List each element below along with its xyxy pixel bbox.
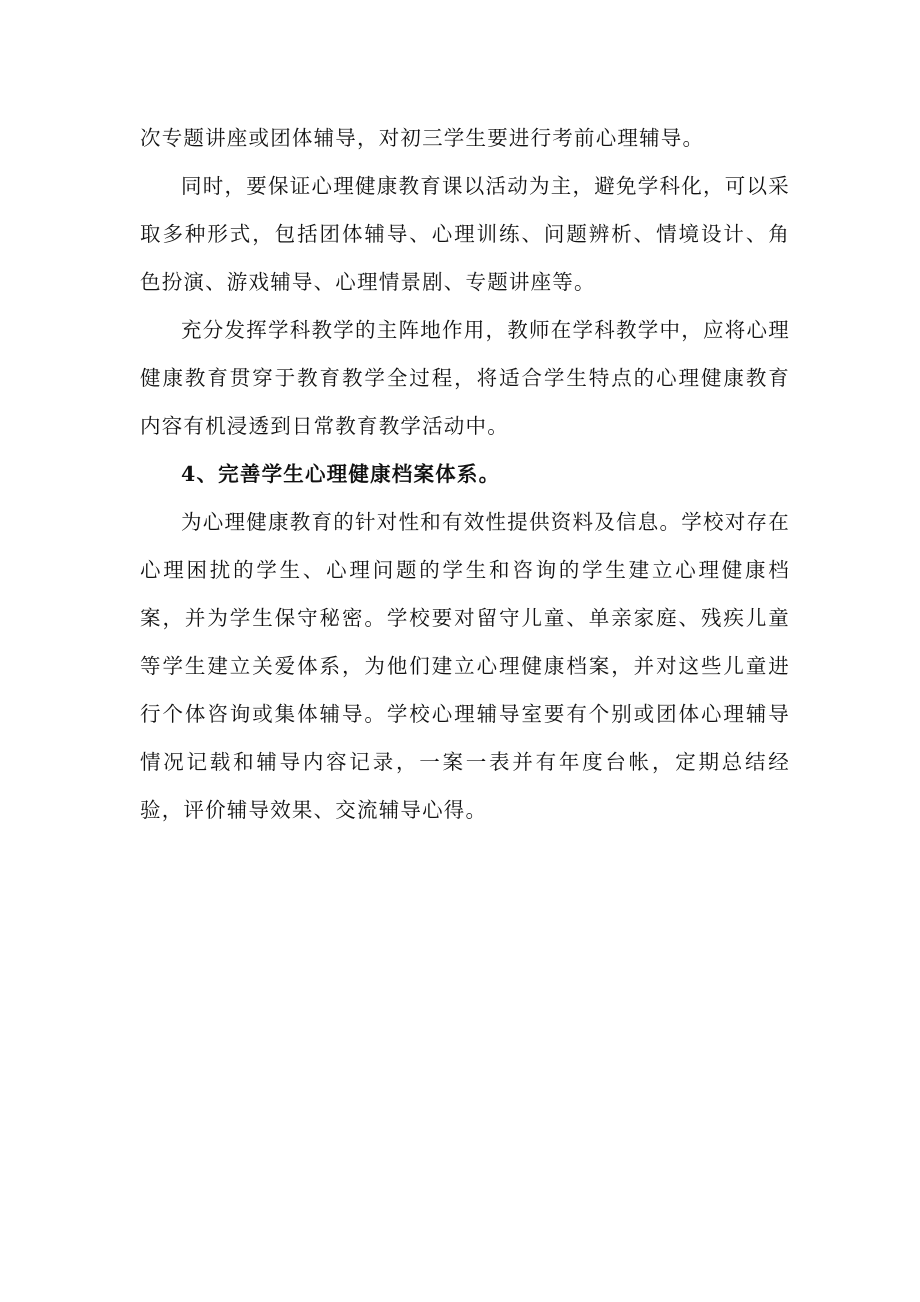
paragraph-subject-teaching: 充分发挥学科教学的主阵地作用，教师在学科教学中，应将心理健康教育贯穿于教育教学全过程，将适合学生特点的心理健康教育内容有机浸透到日常教育教学活动中。: [140, 318, 790, 438]
paragraph-activity-forms: 同时，要保证心理健康教育课以活动为主，避免学科化，可以采取多种形式，包括团体辅导、心理训练、问题辨析、情境设计、角色扮演、游戏辅导、心理情景剧、专题讲座等。: [140, 174, 790, 294]
document-body: [140, 114, 790, 834]
section-heading-4: 4、完善学生心理健康档案体系。: [181, 462, 501, 486]
paragraph-continuation: 次专题讲座或团体辅导，对初三学生要进行考前心理辅导。: [140, 126, 705, 150]
paragraph-archive-system: 为心理健康教育的针对性和有效性提供资料及信息。学校对存在心理困扰的学生、心理问题的学生和咨询的学生建立心理健康档案，并为学生保守秘密。学校要对留守儿童、单亲家庭、残疾儿童等学生建立关爱体系，为他们建立心理健康档案，并对这些儿童进行个体咨询或集体辅导。学校心理辅导室要有个别或团体心理辅导情况记载和辅导内容记录，一案一表并有年度台帐，定期总结经验，评价辅导效果、交流辅导心得。: [140, 510, 790, 822]
